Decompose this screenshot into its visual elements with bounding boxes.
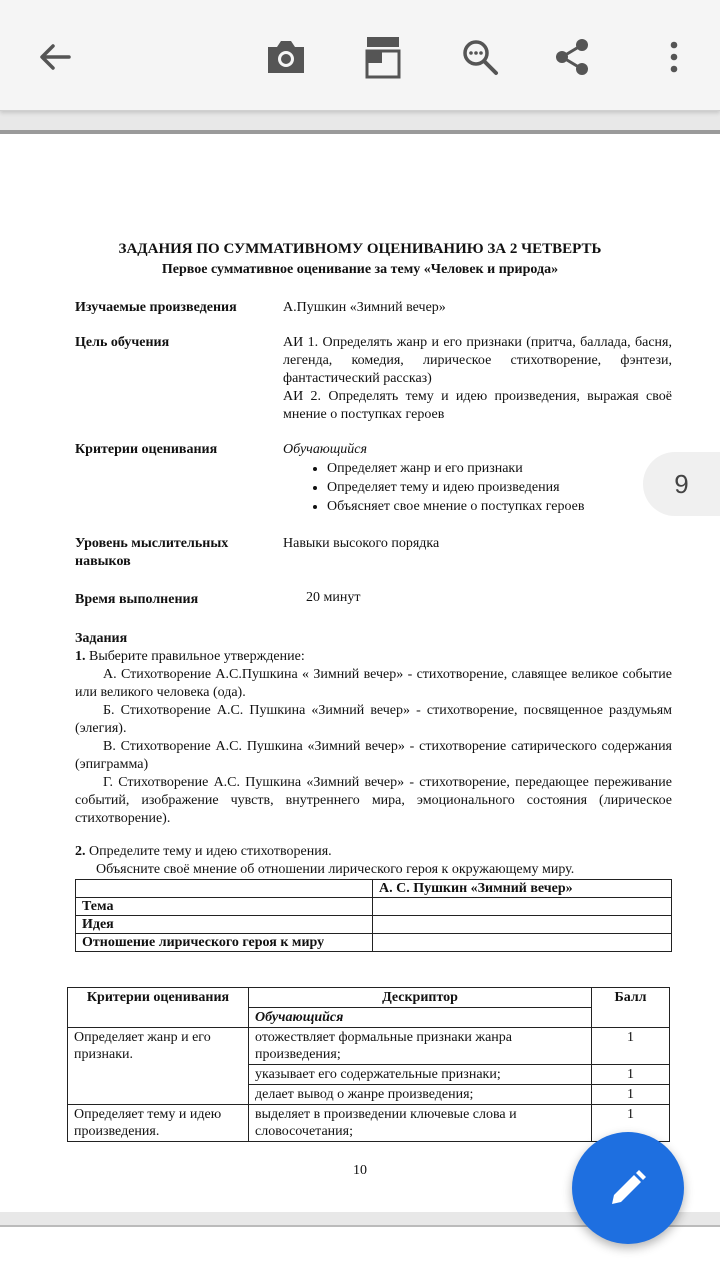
task1-option-c: В. Стихотворение А.С. Пушкина «Зимний вечер» - стихотворение сатирического содержания (эпиграмма) — [75, 739, 672, 772]
table-cell: 1 — [592, 1085, 670, 1105]
criteria-list — [283, 459, 672, 516]
goal-item-1: АИ 1. Определять жанр и его признаки (притча, баллада, басня, легенда, комедия, лирическое стихотворение, фэнтези, фантастический рассказ) — [283, 335, 672, 386]
criteria-item: • Определяет жанр и его признаки — [327, 459, 672, 478]
more-vert-icon — [668, 37, 680, 77]
camera-button[interactable] — [257, 28, 315, 86]
search-zoom-icon — [460, 37, 500, 77]
layout-icon — [365, 35, 401, 79]
task1-text: Выберите правильное утверждение: — [85, 649, 305, 664]
task2-title — [75, 843, 672, 861]
document-page — [0, 130, 720, 1212]
table-cell: выделяет в произведении ключевые слова и словосочетания; — [249, 1105, 592, 1142]
edit-fab-button[interactable] — [572, 1132, 684, 1244]
goal-label: Цель обучения — [75, 335, 170, 350]
task1-option-d: Г. Стихотворение А.С. Пушкина «Зимний вечер» - стихотворение, передающее переживание событий, изображение чувств, внутреннего мира, эмоционального состояния (лирическое стихотворение). — [75, 775, 672, 826]
table-row — [76, 916, 672, 934]
table-cell — [373, 916, 672, 934]
works-label: Изучаемые произведения — [75, 300, 237, 315]
table-cell: Определяет жанр и его признаки. — [68, 1028, 249, 1105]
table-header: Балл — [592, 988, 670, 1028]
table-cell: Тема — [76, 898, 373, 916]
table-cell: отожествляет формальные признаки жанра произведения; — [249, 1028, 592, 1065]
page-number: 10 — [353, 1163, 367, 1178]
task2-text: Определите тему и идею стихотворения. — [85, 844, 332, 859]
table-subheader: Обучающийся — [249, 1008, 592, 1028]
table-cell: Отношение лирического героя к миру — [76, 934, 373, 952]
share-button[interactable] — [543, 28, 601, 86]
tasks-heading: Задания — [75, 631, 128, 646]
table-header: Дескриптор — [249, 988, 592, 1008]
task1-option-a: А. Стихотворение А.С.Пушкина « Зимний вечер» - стихотворение, славящее великое событие или великого человека (ода). — [75, 667, 672, 700]
criteria-table — [67, 987, 670, 1142]
tasks-section — [75, 630, 672, 828]
goal-value — [283, 334, 672, 424]
document-subtitle: Первое суммативное оценивание за тему «Человек и природа» — [161, 262, 559, 277]
goal-item-2: АИ 2. Определять тему и идею произведения, выражая своё мнение о поступках героев — [283, 389, 672, 422]
edit-pencil-icon — [606, 1166, 650, 1210]
page-layout-button[interactable] — [354, 28, 412, 86]
table-cell: делает вывод о жанре произведения; — [249, 1085, 592, 1105]
table-cell: указывает его содержательные признаки; — [249, 1065, 592, 1085]
table-cell: 1 — [592, 1105, 670, 1142]
more-options-button[interactable] — [645, 28, 703, 86]
back-arrow-icon — [35, 37, 75, 77]
table-cell: 1 — [592, 1065, 670, 1085]
table-row — [68, 988, 670, 1008]
table-header: Критерии оценивания — [68, 988, 249, 1028]
time-value: 20 минут — [306, 590, 361, 605]
table-cell: Идея — [76, 916, 373, 934]
thinking-label: Уровень мыслительных навыков — [75, 536, 229, 569]
document-title: ЗАДАНИЯ ПО СУММАТИВНОМУ ОЦЕНИВАНИЮ ЗА 2 ЧЕТВЕРТЬ — [118, 241, 602, 257]
table-row — [76, 898, 672, 916]
criteria-item: • Объясняет свое мнение о поступках героев — [327, 497, 672, 516]
task2-number: 2. — [75, 844, 86, 859]
page-indicator-badge[interactable]: 9 — [643, 452, 720, 516]
criteria-item: • Определяет тему и идею произведения — [327, 478, 672, 497]
table-cell: Определяет тему и идею произведения. — [68, 1105, 249, 1142]
back-button[interactable] — [26, 28, 84, 86]
table-cell — [373, 898, 672, 916]
task1-number: 1. — [75, 649, 86, 664]
table-row — [76, 934, 672, 952]
task1-option-b: Б. Стихотворение А.С. Пушкина «Зимний вечер» - стихотворение, посвященное раздумьям (элегия). — [75, 703, 672, 736]
table-cell — [373, 934, 672, 952]
criteria-intro: Обучающийся — [283, 442, 368, 457]
table-row — [68, 1028, 670, 1065]
works-value: А.Пушкин «Зимний вечер» — [283, 300, 446, 315]
search-button[interactable] — [451, 28, 509, 86]
task2-subtitle: Объясните своё мнение об отношении лирического героя к окружающему миру. — [96, 862, 575, 877]
analysis-table — [75, 879, 672, 952]
criteria-label: Критерии оценивания — [75, 442, 218, 457]
table-row — [68, 1105, 670, 1142]
app-toolbar — [0, 0, 720, 111]
task1-title — [75, 648, 672, 666]
table-header: А. С. Пушкин «Зимний вечер» — [373, 880, 672, 898]
table-cell: 1 — [592, 1028, 670, 1065]
camera-icon — [264, 37, 308, 77]
thinking-value: Навыки высокого порядка — [283, 536, 440, 551]
criteria-value — [283, 441, 672, 516]
task2-section — [75, 843, 672, 879]
share-icon — [552, 37, 592, 77]
time-label: Время выполнения — [75, 592, 199, 607]
table-row — [76, 880, 672, 898]
